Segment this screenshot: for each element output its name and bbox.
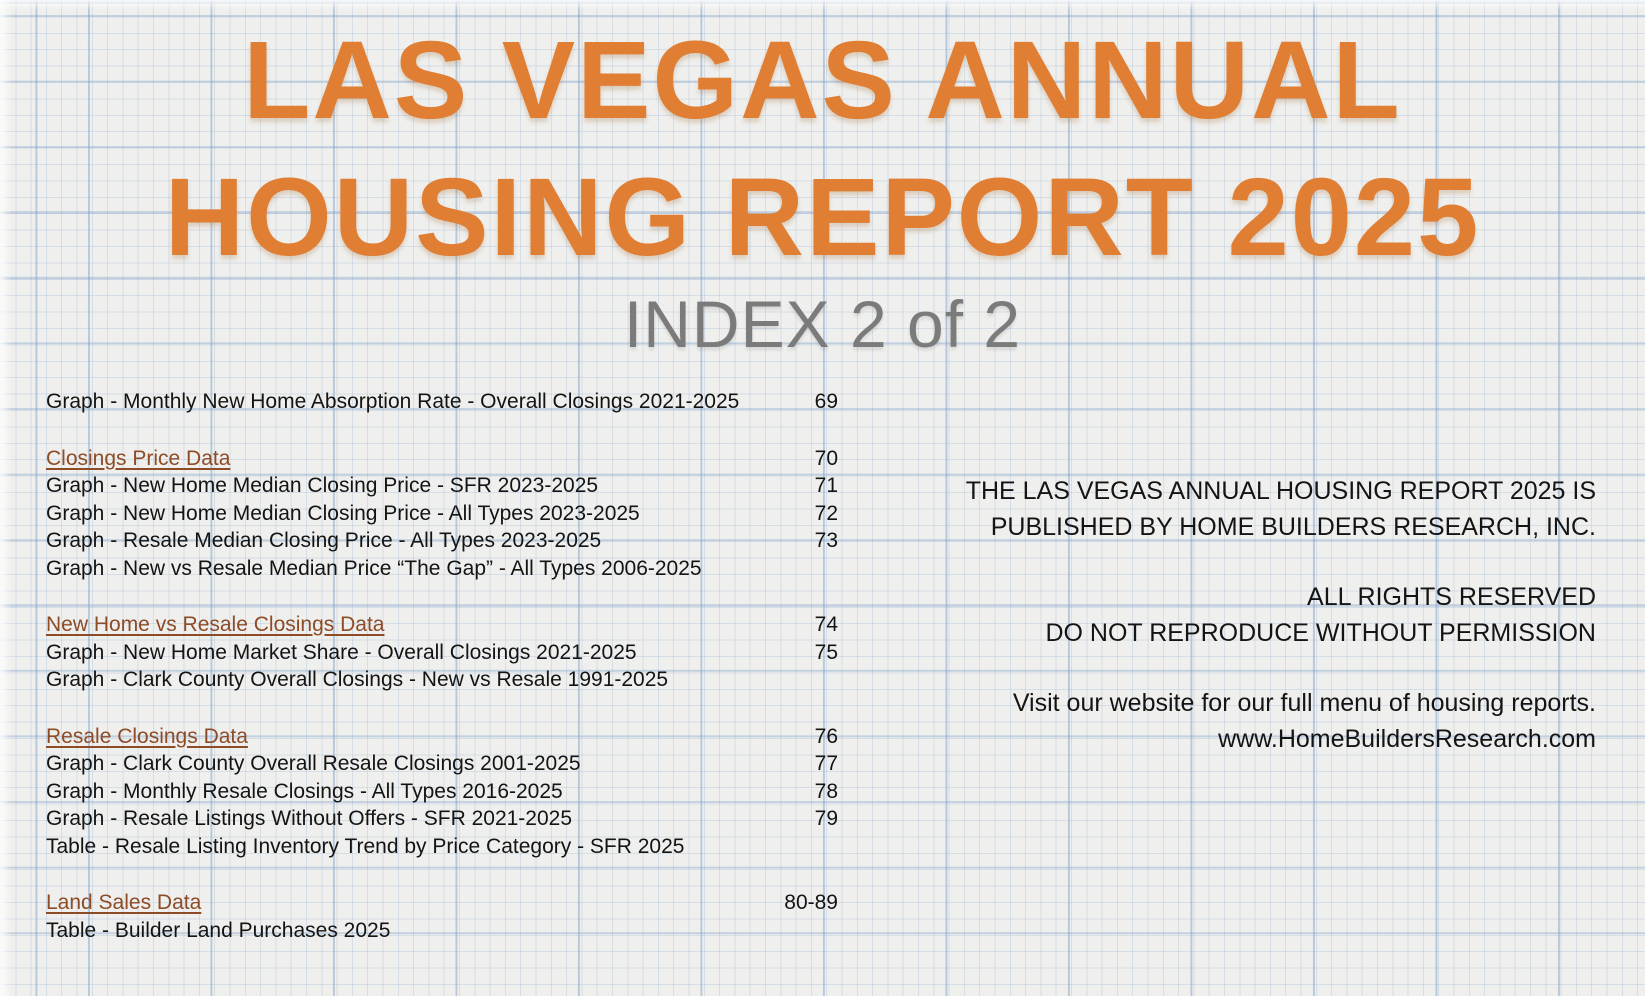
rights-notice	[966, 579, 1596, 651]
index-entry-page: 73	[814, 529, 838, 552]
index-entry-label: Graph - New Home Market Share - Overall Closings 2021-2025	[46, 640, 637, 664]
index-entry-label: Graph - New vs Resale Median Price “The Gap” - All Types 2006-2025	[46, 556, 702, 580]
index-entry-page: 74	[814, 613, 838, 636]
website-promo-line: Visit our website for our full menu of housing reports.	[1012, 689, 1596, 717]
index-entry	[46, 639, 838, 667]
index-group-closings-price	[46, 445, 838, 583]
index-entry	[46, 889, 838, 917]
index-subtitle: INDEX 2 of 2	[623, 287, 1022, 361]
index-entry	[46, 472, 838, 500]
index-entry-page: 72	[814, 501, 838, 525]
index-entry-label: Graph - New Home Median Closing Price - SFR 2023-2025	[46, 474, 599, 497]
index-group-land-sales	[46, 889, 838, 944]
index-group-resale-closings	[46, 723, 838, 861]
index-entry	[46, 555, 838, 583]
index-entry-page: 76	[814, 724, 838, 748]
publisher-info	[966, 473, 1596, 757]
index-entry	[46, 805, 838, 833]
website-promo	[966, 685, 1596, 757]
publisher-statement-line1: THE LAS VEGAS ANNUAL HOUSING REPORT 2025 IS	[965, 477, 1596, 505]
index-entry-page: 69	[814, 390, 838, 413]
no-reproduction-line: DO NOT REPRODUCE WITHOUT PERMISSION	[1045, 619, 1596, 647]
website-url[interactable]: www.HomeBuildersResearch.com	[1218, 725, 1596, 753]
index-entry-label: Graph - Clark County Overall Closings - New vs Resale 1991-2025	[46, 668, 669, 691]
index-entry-page: 77	[814, 752, 838, 775]
index-entry-label: Graph - Resale Listings Without Offers - SFR 2021-2025	[46, 807, 573, 830]
index-entry-page: 79	[814, 807, 838, 830]
report-title-line2: HOUSING REPORT 2025	[164, 156, 1481, 279]
index-entry-page: 71	[814, 474, 838, 497]
report-title	[0, 12, 1645, 286]
index-entry-page: 78	[814, 779, 838, 803]
index-entry-page: 70	[814, 446, 838, 470]
index-entry	[46, 833, 838, 861]
publisher-statement-line2: PUBLISHED BY HOME BUILDERS RESEARCH, INC.	[990, 513, 1596, 541]
index-entry	[46, 445, 838, 473]
publisher-statement	[966, 473, 1596, 545]
index-entry-page: 80-89	[784, 891, 838, 914]
index-link-land-sales-data[interactable]: Land Sales Data	[46, 891, 202, 914]
index-group-new-vs-resale	[46, 611, 838, 694]
index-entry	[46, 917, 838, 945]
index-entry-label: Table - Builder Land Purchases 2025	[46, 918, 391, 942]
index-entry-label: Graph - New Home Median Closing Price - All Types 2023-2025	[46, 501, 640, 525]
index-link-resale-closings-data[interactable]: Resale Closings Data	[46, 724, 248, 748]
index-list	[46, 388, 838, 944]
report-title-line1: LAS VEGAS ANNUAL	[243, 19, 1402, 142]
index-entry	[46, 527, 838, 555]
index-entry	[46, 778, 838, 806]
index-group-absorption	[46, 388, 838, 416]
index-entry	[46, 666, 838, 694]
rights-reserved-line: ALL RIGHTS RESERVED	[1307, 583, 1596, 611]
index-entry-page: 75	[814, 640, 838, 664]
index-link-new-home-vs-resale-closings-data[interactable]: New Home vs Resale Closings Data	[46, 613, 385, 636]
index-entry-label: Table - Resale Listing Inventory Trend by Price Category - SFR 2025	[46, 834, 685, 858]
index-entry-label: Graph - Monthly New Home Absorption Rate - Overall Closings 2021-2025	[46, 390, 740, 413]
index-entry	[46, 750, 838, 778]
index-entry-label: Graph - Resale Median Closing Price - All Types 2023-2025	[46, 529, 602, 552]
index-entry	[46, 723, 838, 751]
index-entry	[46, 611, 838, 639]
index-entry-label: Graph - Clark County Overall Resale Closings 2001-2025	[46, 752, 581, 775]
index-entry-label: Graph - Monthly Resale Closings - All Types 2016-2025	[46, 779, 563, 803]
index-entry	[46, 388, 838, 416]
index-entry	[46, 500, 838, 528]
index-link-closings-price-data[interactable]: Closings Price Data	[46, 446, 231, 470]
